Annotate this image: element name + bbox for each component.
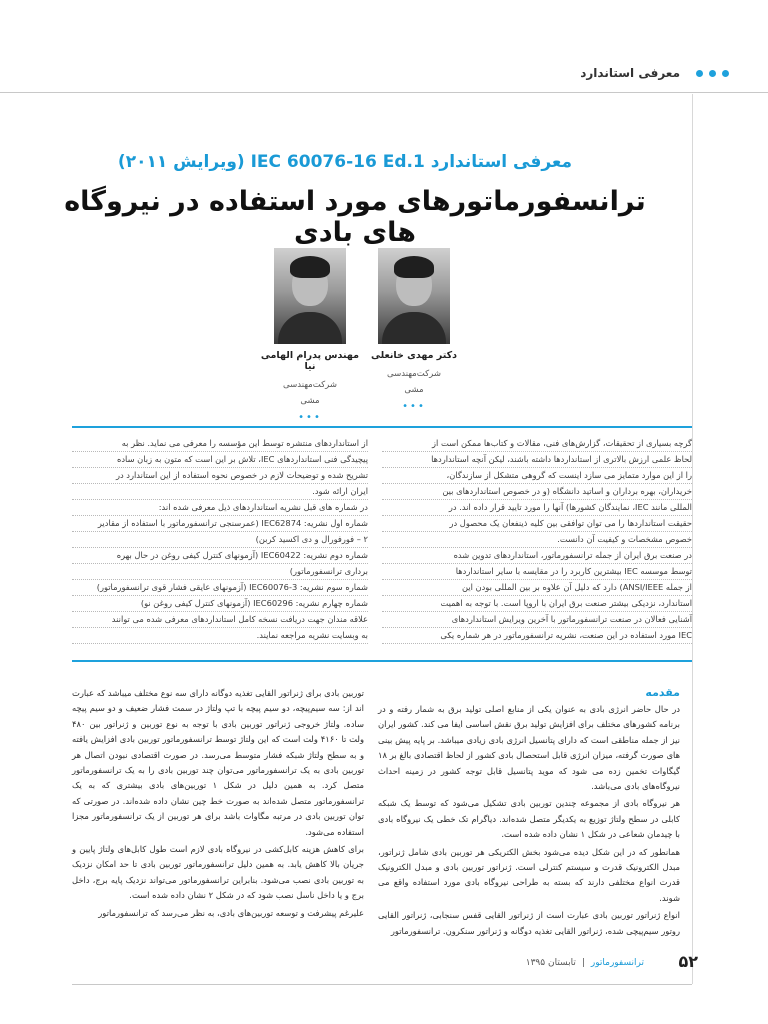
intro-line: شماره اول نشریه: IEC62874 (عمرسنجی ترانسفورماتور با استفاده از مقادیر — [72, 516, 368, 532]
intro-line: در صنعت برق ایران از جمله ترانسفورماتور، استانداردهای تدوین شده — [382, 548, 692, 564]
body-paragraph: همانطور که در این شکل دیده می‌شود بخش الکتریکی هر توربین بادی شامل ژنراتور، مبدل الکترونیک قدرت و سیستم کنترلی است. ژنراتور توربین بادی و مبدل الکترونیک قدرت انواع مختلفی دارند که بسته به طراحی نیروگاه بادی مورد استفاده واقع می شوند. — [378, 846, 680, 903]
author-org: شرکت‌مهندسی — [283, 380, 337, 390]
author-card — [255, 350, 365, 423]
article-title: ترانسفورماتورهای مورد استفاده در نیروگاه های بادی — [64, 186, 646, 248]
margin-divider — [692, 94, 693, 984]
header-divider — [0, 92, 768, 93]
author-name: مهندس پدرام الهامی نیا — [260, 350, 360, 372]
intro-line: برداری ترانسفورماتور) — [72, 564, 368, 580]
intro-line: شماره سوم نشریه: IEC60076-3 (آزمونهای عایقی فشار قوی ترانسفورماتور) — [72, 580, 368, 596]
intro-line: ۲ – فورفورال و دی اکسید کربن) — [72, 532, 368, 548]
intro-line: پیچیدگی فنی استانداردهای IEC، تلاش بر این است که متون به زبان ساده — [72, 452, 368, 468]
intro-line: المللی مانند IEC، نمایندگان کشورها) آنها را مورد تایید قرار داده اند. در — [382, 500, 692, 516]
author-org-detail: مشی — [300, 396, 320, 406]
intro-line: ایران ارائه شود. — [72, 484, 368, 500]
bullet-dot-icon — [696, 70, 703, 77]
body-paragraph: علیرغم پیشرفت و توسعه توربین‌های بادی، به نظر می‌رسد که ترانسفورماتور — [98, 907, 364, 918]
kicker-prefix: معرفی استاندارد — [424, 152, 573, 172]
section-heading: مقدمه — [645, 686, 680, 699]
footer-separator: | — [581, 958, 585, 968]
intro-line: به وبسایت نشریه مراجعه نمایند. — [72, 628, 368, 644]
intro-line: از جمله ANSI/IEEE) دارد که دلیل آن علاوه بر بین المللی بودن این — [382, 580, 692, 596]
section-dots — [696, 70, 729, 77]
author-org: شرکت‌مهندسی — [387, 369, 441, 379]
body-paragraph: برای کاهش هزینه کابل‌کشی در نیروگاه بادی لازم است طول کابل‌های ولتاژ پایین و جریان بالا کاهش یابد. به همین دلیل ترانسفورماتور توربین بادی تا حد امکان نزدیک به توربین بادی نصب می‌شود. بنابراین ترانسفورماتور می‌تواند نزدیک پایه برج، داخل برج و یا داخل ناسل نصب شود که در شکل ۲ نشان داده شده است. — [72, 844, 364, 901]
intro-line: گرچه بسیاری از تحقیقات، گزارش‌های فنی، مقالات و کتاب‌ها ممکن است از — [382, 436, 692, 452]
article-kicker — [60, 152, 630, 172]
intro-column-right — [382, 436, 692, 644]
kicker-standard: IEC 60076-16 Ed.1 — [250, 152, 425, 172]
footer-magazine: ترانسفورماتور — [590, 958, 644, 968]
intro-line: آشنایی فعالان در صنعت ترانسفورماتور با آخرین ویرایش استانداردهای — [382, 612, 692, 628]
body-column-right — [378, 702, 680, 941]
kicker-suffix: (ویرایش ۲۰۱۱) — [117, 152, 251, 172]
body-column-left — [72, 686, 364, 923]
footer-meta — [526, 958, 644, 968]
intro-line: توسط موسسه IEC بیشترین کاربرد را در مقایسه با سایر استانداردها — [382, 564, 692, 580]
body-paragraph: انواع ژنراتور توربین بادی عبارت است از ژنراتور القایی قفس سنجابی، ژنراتور القایی روتور سیم‌پیچی شده، ژنراتور القایی تغذیه دوگانه و ژنراتور سنکرون. ترانسفورماتور — [378, 910, 680, 936]
intro-line: تشریح شده و توضیحات لازم در خصوص نحوه استفاده از این استاندارد در — [72, 468, 368, 484]
bullet-dot-icon — [709, 70, 716, 77]
intro-line: در شماره های قبل نشریه استانداردهای ذیل معرفی شده اند: — [72, 500, 368, 516]
intro-line: خریداران، بهره برداران و اساتید دانشگاه (و در خصوص استانداردهای بین — [382, 484, 692, 500]
author-photo — [274, 248, 346, 344]
page-number: ۵۲ — [678, 952, 698, 971]
author-dots: ••• — [402, 401, 426, 412]
intro-line: از استانداردهای منتشره توسط این مؤسسه را معرفی می نماید. نظر به — [72, 436, 368, 452]
intro-line: لحاظ علمی ارزش بالاتری از استانداردها داشته باشند، لیکن آنچه استانداردها — [382, 452, 692, 468]
author-card — [359, 350, 469, 412]
intro-line: IEC مورد استفاده در این صنعت، نشریه ترانسفورماتور در هر شماره یکی — [382, 628, 692, 644]
bullet-dot-icon — [722, 70, 729, 77]
intro-column-left — [72, 436, 368, 644]
intro-line: شماره دوم نشریه: IEC60422 (آزمونهای کنترل کیفی روغن در حال بهره — [72, 548, 368, 564]
intro-line: شماره چهارم نشریه: IEC60296 (آزمونهای کنترل کیفی روغن نو) — [72, 596, 368, 612]
body-paragraph: توربین بادی برای ژنراتور القایی تغذیه دوگانه دارای سه نوع مختلف میباشد که عبارت اند از: سه سیم‌پیچه، دو سیم پیچه با تپ ولتاژ در سمت فشار ضعیف و دو سیم پیچه ساده. ولتاژ خروجی ژنراتور توربین بادی با توجه به نوع توربین و ژنراتور بین ۴۸۰ ولت تا ۴۱۶۰ ولت است که این ولتاژ توسط ترانسفورماتور توربین بادی افزایش یافته و به سطح ولتاژ شبکه فشار متوسط می‌رسد. در صورت اقتصادی نبودن اتصال هر توربین بادی به یک ترانسفورماتور می‌توان چند توربین بادی را به یک ترانسفورماتور متصل کرد. به همین دلیل در شکل ۱ توربین‌های بادی بیشتری که به یک ترانسفورماتور متصل شده‌اند به صورت خط چین نشان داده شده‌اند. در صورتی که توان توربین بادی در مرتبه مگاوات باشد برای هر توربین از یک ترانسفورماتور مجزا استفاده می‌شود. — [72, 688, 364, 837]
intro-line: را از این موارد متمایز می سازد اینست که گروهی متشکل از سازندگان، — [382, 468, 692, 484]
author-dots: ••• — [298, 412, 322, 423]
intro-line: استاندارد، نزدیکی بیشتر صنعت برق ایران با اروپا است. با توجه به اهمیت — [382, 596, 692, 612]
author-org-detail: مشی — [404, 385, 424, 395]
footer-divider — [72, 984, 692, 985]
author-photo — [378, 248, 450, 344]
intro-line: علاقه مندان جهت دریافت نسخه کامل استانداردهای معرفی شده می توانند — [72, 612, 368, 628]
body-paragraph: هر نیروگاه بادی از مجموعه چندین توربین بادی تشکیل می‌شود که توسط یک شبکه کابلی در سطح ولتاژ توزیع به یکدیگر متصل شده‌اند. دیاگرام تک خطی یک نیروگاه بادی با چیدمان شعاعی در شکل ۱ نشان داده شده است. — [378, 798, 680, 840]
intro-top-rule — [72, 426, 692, 428]
footer-issue-date: تابستان ۱۳۹۵ — [525, 958, 576, 968]
body-paragraph: در حال حاضر انرژی بادی به عنوان یکی از منابع اصلی تولید برق به شمار رفته و در برنامه کشورهای مختلف برای افزایش تولید برق نقش اساسی ایفا می کند. کشور ایران نیز از جمله مناطقی است که دارای پتانسیل انرژی بادی زیادی میباشد. بر پایه پیش بینی های صورت گرفته، میزان انرژی قابل استحصال بادی کشور از لحاظ اقتصادی بالغ بر ۱۸ گیگاوات تخمین زده می شود که موید پتانسیل قابل توجه کشور در زمینه احداث نیروگاه‌های بادی می‌باشد. — [378, 704, 680, 792]
intro-line: حقیقت استانداردها را می توان توافقی بین کلیه ذینفعان یک محصول در — [382, 516, 692, 532]
author-name: دکتر مهدی خانعلی — [371, 350, 457, 361]
intro-line: خصوص مشخصات و کیفیت آن دانست. — [382, 532, 692, 548]
intro-bottom-rule — [72, 660, 692, 662]
section-title: معرفی استاندارد — [580, 66, 680, 80]
